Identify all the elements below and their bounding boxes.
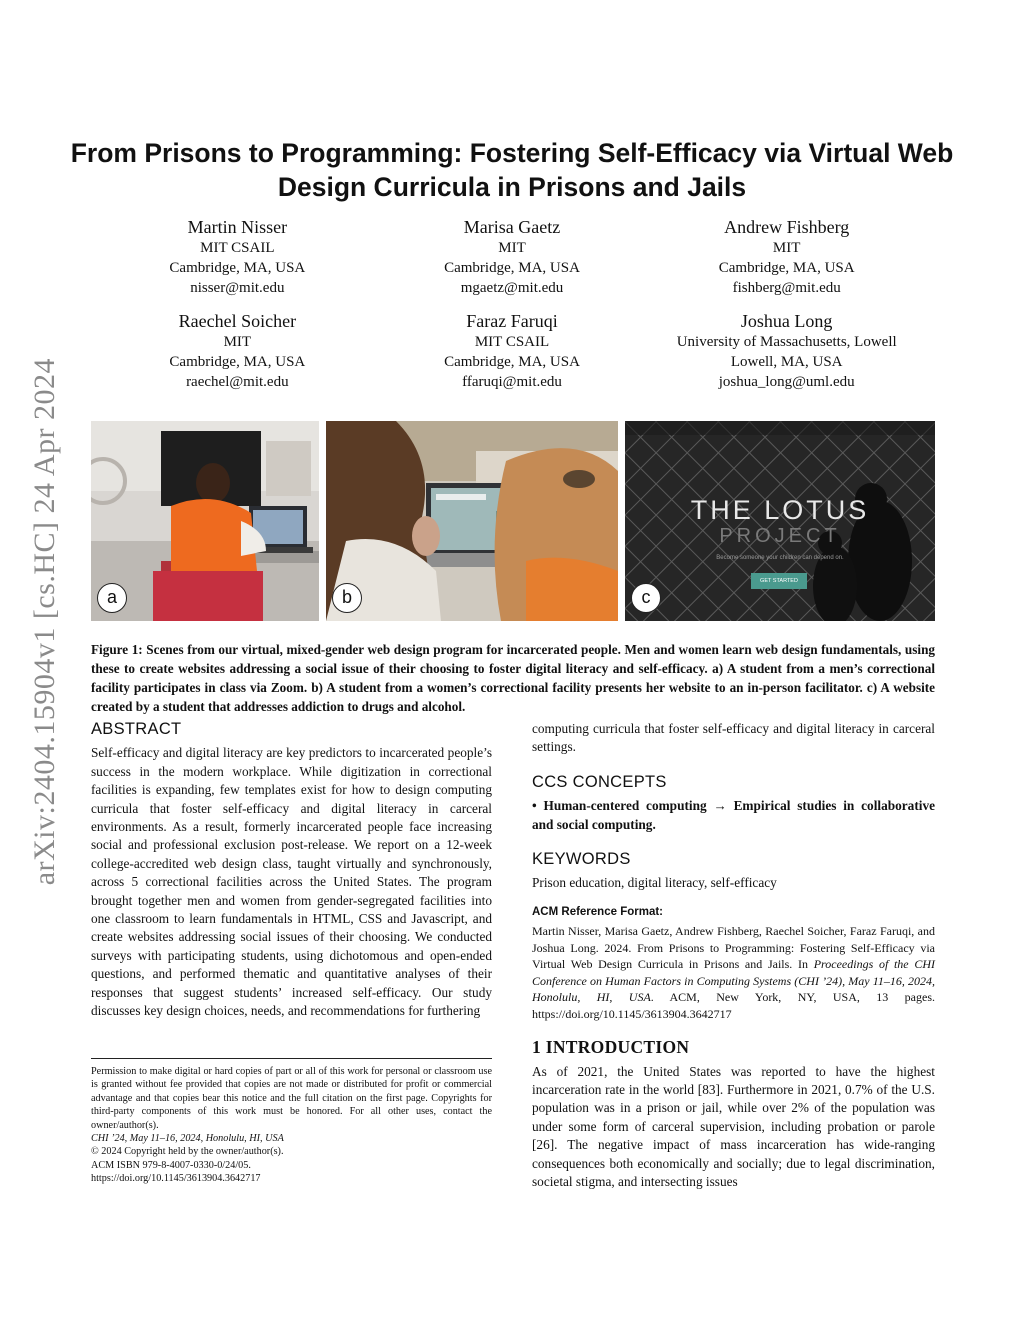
abstract-heading: ABSTRACT bbox=[91, 720, 182, 738]
author-name: Marisa Gaetz bbox=[463, 217, 561, 237]
author-email: ffaruqi@mit.edu bbox=[462, 374, 562, 390]
author-card bbox=[100, 216, 375, 298]
author-email: fishberg@mit.edu bbox=[732, 280, 841, 296]
photo-panel-a bbox=[91, 421, 319, 621]
author-name: Andrew Fishberg bbox=[724, 217, 850, 237]
venue-line: CHI ’24, May 11–16, 2024, Honolulu, HI, USA bbox=[91, 1133, 284, 1145]
arxiv-stamp: arXiv:2404.15904v1 [cs.HC] 24 Apr 2024 bbox=[28, 358, 61, 886]
author-row-1 bbox=[100, 216, 924, 298]
author-location: Lowell, MA, USA bbox=[730, 354, 843, 370]
abstract-continuation: computing curricula that foster self-efficacy and digital literacy in carceral settings. bbox=[532, 721, 935, 755]
permission-block bbox=[91, 1058, 492, 1186]
author-affiliation: MIT CSAIL bbox=[200, 240, 275, 256]
panel-label-b: b bbox=[332, 583, 362, 613]
author-card bbox=[100, 310, 375, 392]
keywords-text: Prison education, digital literacy, self-efficacy bbox=[532, 875, 777, 891]
author-location: Cambridge, MA, USA bbox=[444, 354, 580, 370]
author-name: Martin Nisser bbox=[187, 217, 288, 237]
author-card bbox=[649, 310, 924, 392]
author-location: Cambridge, MA, USA bbox=[718, 260, 855, 276]
right-column bbox=[532, 720, 935, 1192]
copyright-line: © 2024 Copyright held by the owner/author(s). bbox=[91, 1146, 284, 1158]
author-affiliation: MIT CSAIL bbox=[474, 334, 550, 350]
lotus-get-started-button: GET STARTED bbox=[751, 573, 807, 589]
acm-ref-part-a: Martin Nisser, Marisa Gaetz, Andrew Fishberg, Raechel Soicher, Faraz Faruqi, and Joshua Long. 2024. From Prisons to Programming: Fostering Self-Efficacy via Virtual Web Design Curricula in Prisons and Jails. In bbox=[532, 924, 935, 972]
left-column bbox=[91, 720, 492, 1021]
ccs-concepts: • Human-centered computing → Empirical studies in collaborative and social computing bbox=[532, 798, 935, 832]
paper-title: From Prisons to Programming: Fostering Self-Efficacy via Virtual Web Design Curricula in Prisons and Jails bbox=[70, 138, 954, 202]
permission-text: Permission to make digital or hard copies of part or all of this work for personal or classroom use is granted without fee provided that copies are not made or distributed for profit or commercial advantage and that copies bear this notice and the full citation on the first page. Copyrights for third-party components of this work must be honored. For all other uses, contact the owner/author(s). bbox=[91, 1066, 492, 1131]
doi-line: https://doi.org/10.1145/3613904.3642717 bbox=[91, 1173, 261, 1185]
author-email: nisser@mit.edu bbox=[190, 280, 285, 296]
author-affiliation: MIT bbox=[498, 240, 526, 256]
isbn-line: ACM ISBN 979-8-4007-0330-0/24/05. bbox=[91, 1159, 251, 1171]
acm-ref-text bbox=[532, 923, 935, 1022]
ccs-text: • Human-centered computing → Empirical studies in collaborative and social computing. bbox=[532, 798, 935, 832]
lotus-site-tagline: Become someone your children can depend on. bbox=[716, 555, 844, 561]
lotus-site-subtitle: PROJECT bbox=[719, 525, 841, 547]
author-affiliation: MIT bbox=[772, 240, 801, 256]
acm-ref-part-b: . ACM, New York, NY, USA, 13 pages. https://doi.org/10.1145/3613904.3642717 bbox=[532, 990, 935, 1021]
photo-panel-b bbox=[326, 421, 618, 621]
figure-caption: Figure 1: Scenes from our virtual, mixed-gender web design program for incarcerated people. Men and women learn web design fundamentals, using these to create websites addressing a social issue of their choosing to foster digital literacy and self-efficacy. a) A student from a men’s correctional facility participates in class via Zoom. b) A student from a women’s correctional facility presents her website to an in-person facilitator. c) A website created by a student that addresses addiction to drugs and alcohol. bbox=[91, 642, 935, 714]
author-location: Cambridge, MA, USA bbox=[169, 260, 306, 276]
author-affiliation: University of Massachusetts, Lowell bbox=[676, 334, 897, 350]
author-email: raechel@mit.edu bbox=[186, 374, 289, 390]
author-location: Cambridge, MA, USA bbox=[169, 354, 306, 370]
author-email: mgaetz@mit.edu bbox=[460, 280, 564, 296]
author-location: Cambridge, MA, USA bbox=[444, 260, 580, 276]
keywords-heading: KEYWORDS bbox=[532, 850, 631, 869]
abstract-text: Self-efficacy and digital literacy are key predictors to incarcerated people’s success in the modern workplace. While digitization in correctional facilities is expanding, few templates exist for how to design computing curricula that foster self-efficacy and digital literacy in carceral environments. As a result, formerly incarcerated people face increasing social and professional exclusion post-release. We report on a 12-week college-accredited web design class, taught virtually and synchronously, across 5 correctional facilities across the United States. The program brought together men and women from gender-segregated facilities into one classroom to learn fundamentals in HTML, CSS and Javascript, and create websites addressing social issues of their choosing. We conducted surveys with participating students, using dichotomous and open-ended questions, and performed thematic and quantitative analyses of their responses that suggest students’ increased self-efficacy. Our study discusses key design choices, needs, and recommendations for furthering bbox=[91, 745, 492, 1019]
author-email: joshua_long@uml.edu bbox=[718, 374, 855, 390]
acm-ref-venue: Proceedings of the CHI Conference on Human Factors in Computing Systems (CHI ’24), May 11–16, 2024, Honolulu, HI, USA bbox=[532, 957, 936, 1005]
author-card bbox=[649, 216, 924, 298]
teaser-figure bbox=[91, 421, 935, 621]
author-block bbox=[100, 216, 924, 404]
intro-text: As of 2021, the United States was reported to have the highest incarceration rate in the world [83]. Furthermore in 2021, 0.7% of the U.S. population was in a prison or jail, while over 2% of the population was under some form of carceral supervision, including probation or parole [26]. The negative impact of mass incarceration has wide-ranging consequences both economically and socially; due to legal discrimination, societal stigma, and intersecting issues bbox=[532, 1063, 935, 1190]
panel-label-c: c bbox=[631, 583, 661, 613]
acm-ref-label: ACM Reference Format: bbox=[532, 905, 663, 918]
intro-heading: 1 INTRODUCTION bbox=[532, 1037, 690, 1058]
author-affiliation: MIT bbox=[223, 334, 252, 350]
author-row-2 bbox=[100, 310, 924, 392]
ccs-heading: CCS CONCEPTS bbox=[532, 772, 667, 791]
author-card bbox=[375, 216, 650, 298]
lotus-site-title: THE LOTUS bbox=[690, 495, 870, 525]
author-name: Faraz Faruqi bbox=[466, 311, 558, 331]
website-panel-c bbox=[625, 421, 935, 621]
author-card bbox=[375, 310, 650, 392]
author-name: Joshua Long bbox=[740, 311, 833, 331]
photo-women-presenting bbox=[326, 421, 618, 621]
panel-label-a: a bbox=[97, 583, 127, 613]
author-name: Raechel Soicher bbox=[178, 311, 297, 331]
